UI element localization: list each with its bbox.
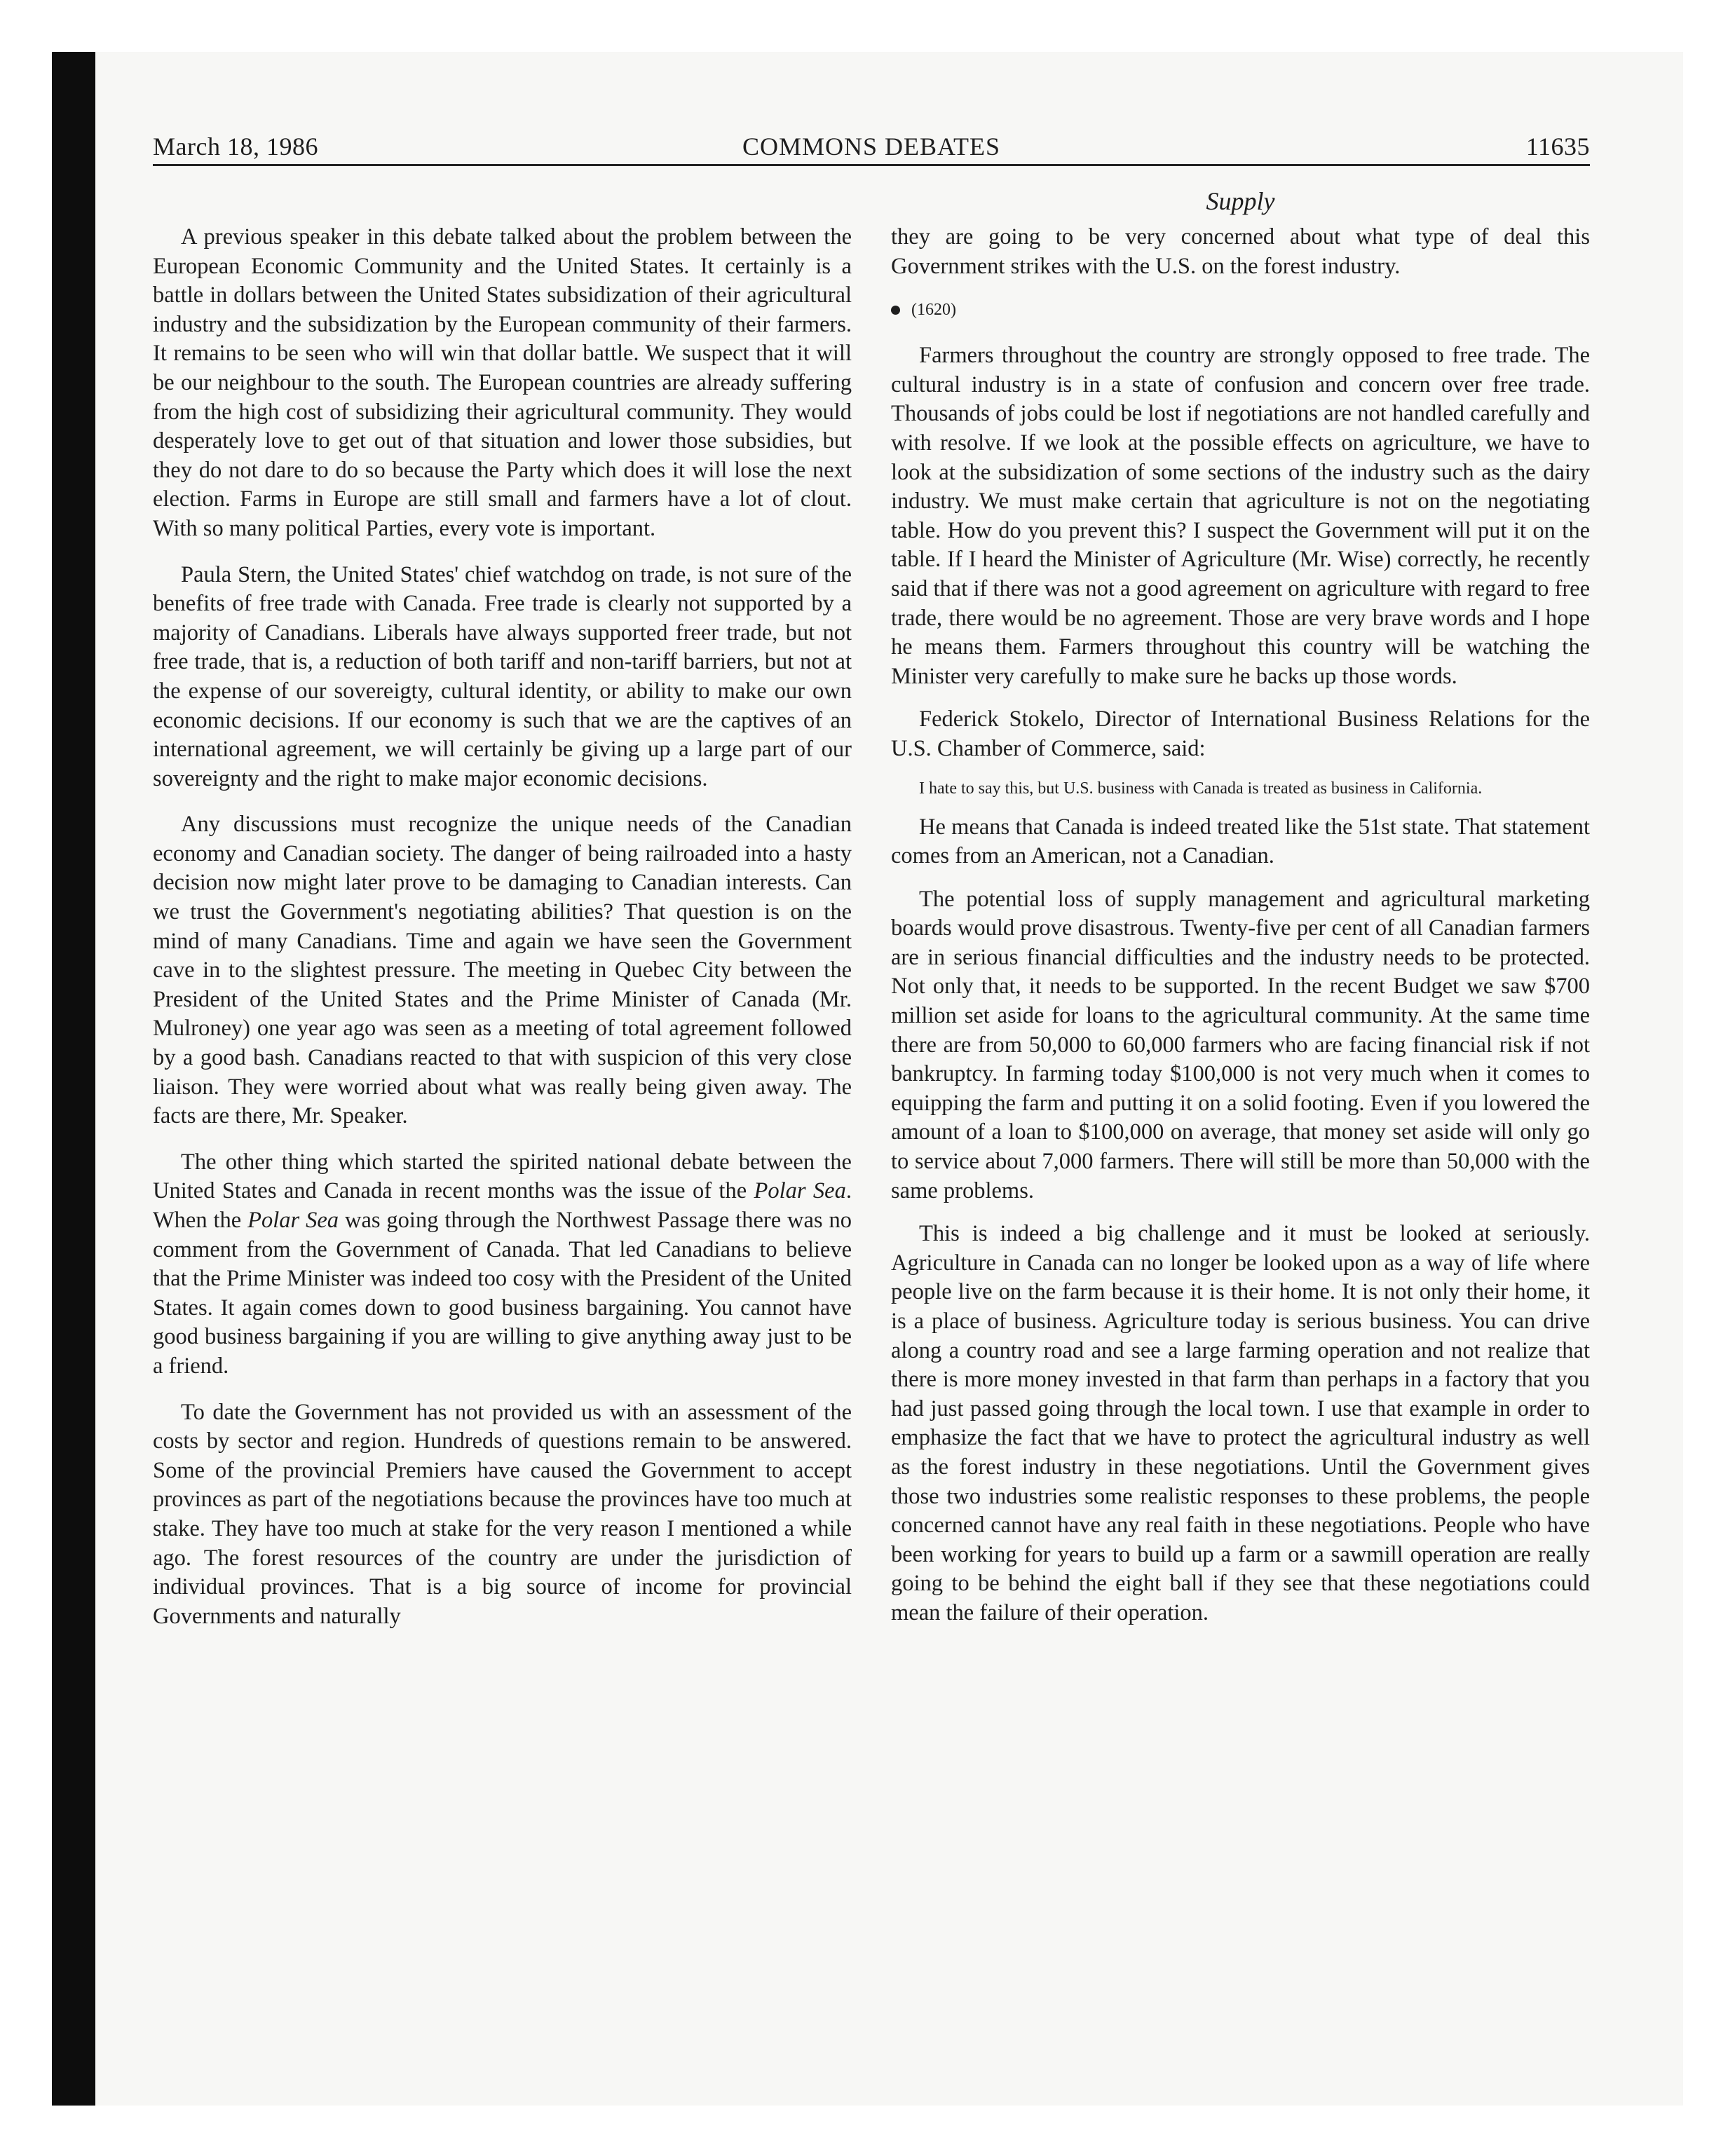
- ship-name: Polar Sea: [247, 1208, 339, 1233]
- text-run: . When the: [153, 1178, 852, 1233]
- paragraph: Federick Stokelo, Director of International Business Relations for the U.S. Chamber of Commerce, said:: [891, 707, 1590, 761]
- scan-binding-edge: [52, 52, 95, 2106]
- paragraph: Paula Stern, the United States' chief watchdog on trade, is not sure of the benefits of free trade with Canada. Free trade is clearly not supported by a majority of Canadians. Liberals have always supported freer trade, but not free trade, that is, a reduction of both tariff and non-tariff barriers, but not at the expense of our sovereigty, cultural identity, or ability to make our own economic decisions. If our economy is such that we are the captives of an international agreement, we will certainly be giving up a large part of our sovereignty and the right to make major economic decisions.: [153, 561, 852, 791]
- time-marker: [891, 299, 1590, 320]
- paragraph: This is indeed a big challenge and it must be looked at seriously. Agriculture in Canada can no longer be looked upon as a way of life where people live on the farm because it is their home. It is not only their home, it is a place of business. Agriculture today is serious business. You can drive along a country road and see a large farming operation and not realize that there is more money invested in that farm than perhaps in a factory that you had just passed going through the local town. I use that example in order to emphasize the fact that we have to protect the agricultural industry as well as the forest industry in these negotiations. Until the Government gives those two industries some realistic responses to these problems, the people concerned cannot have any real faith in these negotiations. People who have been working for years to build up a farm or a sawmill operation are really going to be behind the eight ball if they see that these negotiations could mean the failure of their operation.: [891, 1221, 1590, 1625]
- continued-paragraph: they are going to be very concerned about what type of deal this Government strikes with the U.S. on the forest industry.: [891, 224, 1590, 279]
- paragraph: To date the Government has not provided us with an assessment of the costs by sector and region. Hundreds of questions remain to be answered. Some of the provincial Premiers have caused the Government to accept provinces as part of the negotiations because the provinces have too much at stake. They have too much at stake for the very reason I mentioned a while ago. The forest resources of the country are under the jurisdiction of individual provinces. That is a big source of income for provincial Governments and naturally: [153, 1399, 852, 1629]
- text-run: was going through the Northwest Passage there was no comment from the Government of Canada. That led Canadians to believe that the Prime Minister was indeed too cosy with the President of the United States. It again comes down to good business bargaining. You cannot have good business bargaining if you are willing to give anything away just to be a friend.: [153, 1208, 852, 1379]
- paragraph: The potential loss of supply management and agricultural marketing boards would prove disastrous. Twenty-five per cent of all Canadian farmers are in serious financial difficulties and the industry needs to be protected. Not only that, it needs to be supported. In the recent Budget we saw $700 million set aside for loans to the agricultural community. At the same time there are from 50,000 to 60,000 farmers who are facing financial risk if not bankruptcy. In farming today $100,000 is not very much when it comes to equipping the farm and putting it on a solid footing. Even if you lowered the amount of a loan to $100,000 on average, that money set aside will only go to service about 7,000 farmers. There will still be more than 50,000 with the same problems.: [891, 886, 1590, 1203]
- header-rule: [153, 164, 1590, 166]
- left-column: [153, 223, 852, 1648]
- header-date: March 18, 1986: [153, 132, 318, 161]
- paragraph: Any discussions must recognize the unique needs of the Canadian economy and Canadian society. The danger of being railroaded into a hasty decision now might later prove to be damaging to Canadian interests. Can we trust the Government's negotiating abilities? That question is on the mind of many Canadians. Time and again we have seen the Government cave in to the slightest pressure. The meeting in Quebec City between the President of the United States and the Prime Minister of Canada (Mr. Mulroney) one year ago was seen as a meeting of total agreement followed by a good bash. Canadians reacted to that with suspicion of this very close liaison. They were worried about what was really being given away. The facts are there, Mr. Speaker.: [153, 812, 852, 1129]
- block-quote: I hate to say this, but U.S. business with Canada is treated as business in California.: [919, 779, 1483, 798]
- paragraph: He means that Canada is indeed treated like the 51st state. That statement comes from an American, not a Canadian.: [891, 814, 1590, 869]
- header-page-number: 11635: [1525, 132, 1590, 161]
- right-column: [891, 223, 1590, 1642]
- bullet-icon: [891, 306, 900, 315]
- paragraph: Farmers throughout the country are strongly opposed to free trade. The cultural industry is in a state of confusion and concern over free trade. Thousands of jobs could be lost if negotiations are not handled carefully and with resolve. If we look at the possible effects on agriculture, we have to look at the subsidization of some sections of the industry such as the dairy industry. We must make certain that agriculture is not on the negotiating table. How do you prevent this? I suspect the Government will put it on the table. If I heard the Minister of Agriculture (Mr. Wise) correctly, he recently said that if there was not a good agreement on agriculture with regard to free trade, there would be no agreement. Those are very brave words and I hope he means them. Farmers throughout this country will be watching the Minister very carefully to make sure he backs up those words.: [891, 343, 1590, 689]
- section-label: Supply: [1206, 187, 1275, 215]
- ship-name: Polar Sea: [754, 1178, 846, 1204]
- page-header: [153, 132, 1590, 165]
- text-run: The other thing which started the spirited national debate between the United States and Canada in recent months was the issue of the: [153, 1149, 852, 1204]
- header-title: COMMONS DEBATES: [742, 132, 1001, 161]
- paragraph-polar-sea: [153, 1148, 852, 1381]
- paragraph: A previous speaker in this debate talked about the problem between the European Economic Community and the United States. It certainly is a battle in dollars between the United States subsidization of their agricultural industry and the subsidization by the European community of their farmers. It remains to be seen who will win that dollar battle. We suspect that it will be our neighbour to the south. The European countries are already suffering from the high cost of subsidizing their agricultural community. They would desperately love to get out of that situation and lower those subsidies, but they do not dare to do so because the Party which does it will lose the next election. Farms in Europe are still small and farmers have a lot of clout. With so many political Parties, every vote is important.: [153, 224, 852, 541]
- time-marker-text: (1620): [911, 301, 956, 320]
